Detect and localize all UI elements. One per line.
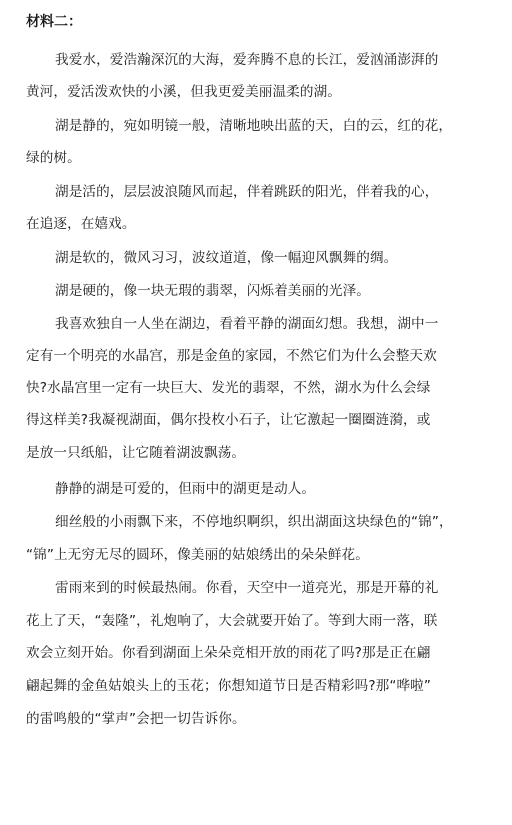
paragraph-line: 湖是软的，微风习习，波纹道道，像一幅迎风飘舞的绸。 [55, 250, 398, 266]
paragraph-line: 定有一个明亮的水晶宫，那是金鱼的家园，不然它们为什么会整天欢 [26, 348, 437, 364]
paragraph-line: 静静的湖是可爱的，但雨中的湖更是动人。 [55, 481, 316, 497]
paragraph-line: 欢会立刻开始。你看到湖面上朵朵竞相开放的雨花了吗?那是正在翩 [26, 645, 431, 661]
paragraph-line: 是放一只纸船，让它随着湖波飘荡。 [26, 445, 246, 461]
paragraph-line: 我喜欢独自一人坐在湖边，看着平静的湖面幻想。我想，湖中一 [55, 316, 439, 332]
paragraph-line: 我爱水，爱浩瀚深沉的大海，爱奔腾不息的长江，爱汹涌澎湃的 [55, 52, 439, 68]
paragraph-line: 绿的树。 [26, 150, 81, 166]
paragraph-line: 翩起舞的金鱼姑娘头上的玉花；你想知道节日是否精彩吗?那“哗啦” [26, 678, 432, 694]
paragraph-line: 得这样美?我凝视湖面，偶尔投枚小石子，让它激起一圈圈涟漪，或 [26, 412, 431, 428]
paragraph-line: 湖是硬的，像一块无瑕的翡翠，闪烁着美丽的光泽。 [55, 283, 370, 299]
paragraph-line: 快?水晶宫里一定有一块巨大、发光的翡翠，不然，湖水为什么会绿 [26, 380, 431, 396]
paragraph-line: 花上了天，“轰隆”，礼炮响了，大会就要开始了。等到大雨一落，联 [26, 613, 438, 629]
paragraph-line: 细丝般的小雨飘下来，不停地织啊织，织出湖面这块绿色的“锦”， [55, 514, 453, 530]
paragraph-line: 黄河，爱活泼欢快的小溪，但我更爱美丽温柔的湖。 [26, 84, 341, 100]
paragraph-line: 雷雨来到的时候最热闹。你看，天空中一道亮光，那是开幕的礼 [55, 580, 439, 596]
section-heading: 材料二： [26, 14, 82, 30]
paragraph-line: 的雷鸣般的“掌声”会把一切告诉你。 [26, 711, 246, 727]
paragraph-line: 湖是静的，宛如明镜一般，清晰地映出蓝的天，白的云，红的花， [55, 118, 453, 134]
paragraph-line: 在追逐，在嬉戏。 [26, 216, 136, 232]
paragraph-line: 湖是活的，层层波浪随风而起，伴着跳跃的阳光，伴着我的心， [55, 184, 439, 200]
paragraph-line: “锦”上无穷无尽的圆环，像美丽的姑娘绣出的朵朵鲜花。 [26, 547, 369, 563]
